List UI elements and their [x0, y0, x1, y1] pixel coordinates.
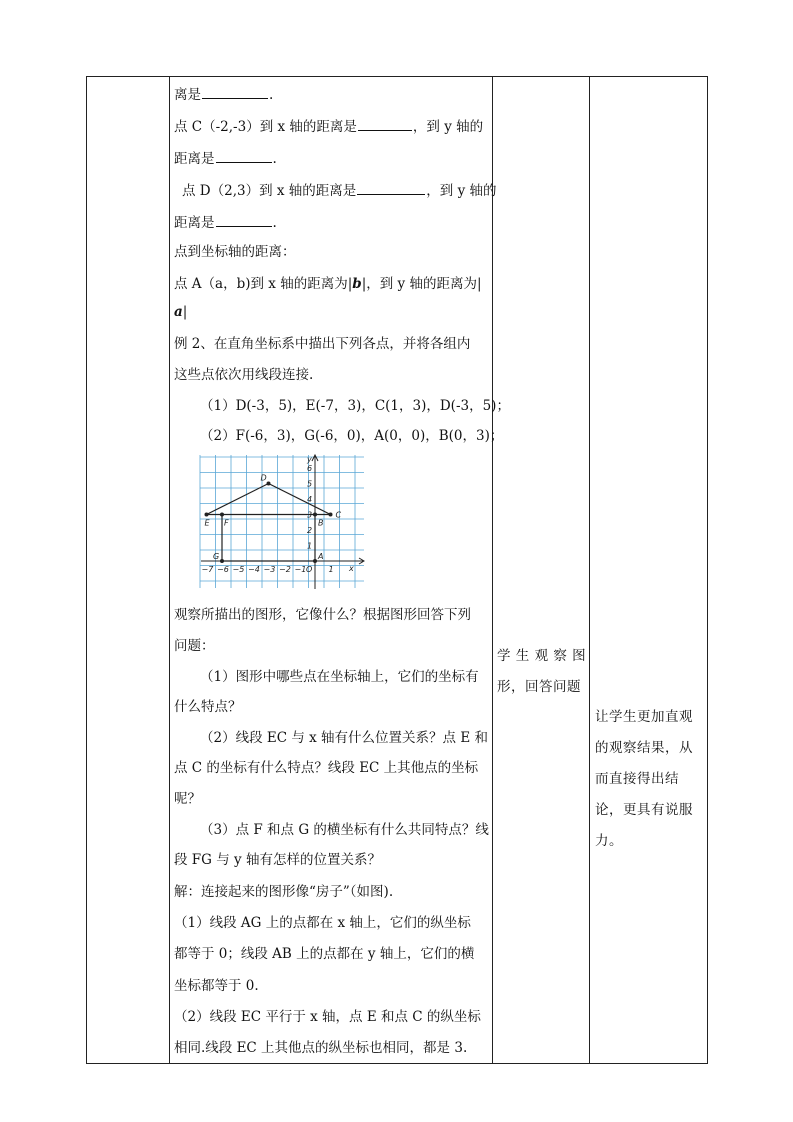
point-label: D	[260, 473, 267, 483]
text-line: （2）线段 EC 平行于 x 轴，点 E 和点 C 的纵坐标	[174, 1009, 481, 1025]
coordinate-graph	[199, 453, 365, 591]
point-label: A	[318, 552, 324, 561]
text-line: 相同.线段 EC 上其他点的纵坐标也相同，都是 3.	[174, 1040, 468, 1056]
x-tick-label: −5	[232, 565, 245, 574]
point-label: E	[204, 518, 210, 528]
text-line: （1）图形中哪些点在坐标轴上，它们的坐标有	[200, 669, 479, 685]
text-line: 点 D（2,3）到 x 轴的距离是 ，到 y 轴的	[182, 180, 497, 200]
design-intent-line: 让学生更加直观	[595, 709, 693, 725]
text-line: 问题：	[174, 638, 215, 654]
y-tick-label: 4	[307, 495, 313, 504]
fill-blank	[357, 180, 425, 195]
house-body-line	[222, 515, 315, 562]
text-line: （3）点 F 和点 G 的横坐标有什么共同特点？线	[200, 822, 489, 838]
text-line: 解：连接起来的图形像“房子”（如图).	[174, 884, 394, 900]
design-intent-line: 论，更具有说服	[595, 802, 693, 818]
text-line: （1）D(-3，5)，E(-7，3)，C(1，3)，D(-3，5)；	[200, 398, 510, 414]
x-tick-label: −2	[279, 565, 291, 574]
text-line: 都等于 0；线段 AB 上的点都在 y 轴上，它们的横	[174, 946, 475, 962]
design-intent-line: 而直接得出结	[595, 771, 679, 787]
column-divider	[589, 77, 590, 1063]
text-line: 例 2、在直角坐标系中描出下列各点，并将各组内	[174, 336, 471, 352]
text-line: 坐标都等于 0.	[174, 978, 259, 994]
x-tick-label: −6	[217, 565, 229, 574]
y-tick-label: 2	[307, 526, 313, 535]
x-tick-label: −3	[263, 565, 276, 574]
point-label: B	[318, 518, 324, 528]
y-tick-label: 3	[307, 510, 313, 520]
y-tick-label: 6	[307, 464, 313, 473]
design-intent-line: 力。	[595, 833, 623, 849]
x-axis-label: x	[349, 564, 354, 573]
design-intent	[595, 702, 693, 857]
text-line: 呢？	[174, 791, 201, 807]
student-activity-line: 学 生 观 察 图	[497, 648, 587, 664]
student-activity-line: 形，回答问题	[497, 679, 581, 695]
text-line: 距离是 .	[174, 212, 277, 232]
text-line: （2）F(-6，3)，G(-6，0)，A(0，0)，B(0，3)；	[200, 428, 504, 444]
text-line: 什么特点？	[174, 699, 242, 715]
point-a	[313, 559, 317, 563]
fill-blank	[216, 212, 272, 227]
text-line: （1）线段 AG 上的点都在 x 轴上，它们的纵坐标	[174, 915, 471, 931]
fill-blank	[358, 116, 412, 131]
point-d	[267, 482, 271, 486]
text-line: 这些点依次用线段连接.	[174, 367, 314, 383]
text-line: 段 FG 与 y 轴有怎样的位置关系？	[174, 852, 381, 868]
point-c	[329, 513, 333, 517]
y-axis-label: y	[307, 455, 312, 464]
point-g	[220, 559, 224, 563]
column-divider	[492, 77, 493, 1063]
y-tick-label: 5	[307, 479, 313, 489]
x-tick-label: −4	[248, 565, 260, 574]
x-tick-label: −7	[201, 565, 214, 574]
point-e	[205, 513, 209, 517]
point-label: C	[335, 510, 342, 520]
design-intent-line: 的观察结果，从	[595, 740, 693, 756]
text-line: 观察所描出的图形，它像什么？根据图形回答下列	[174, 607, 471, 623]
text-line: 点 C（-2,-3）到 x 轴的距离是 ，到 y 轴的	[174, 116, 483, 136]
text-line: 点 C 的坐标有什么特点？线段 EC 上其他点的坐标	[174, 760, 479, 776]
point-label: F	[224, 518, 229, 528]
text-line: 点 A（a，b)到 x 轴的距离为|b|，到 y 轴的距离为|	[174, 276, 482, 292]
text-line: 点到坐标轴的距离：	[174, 244, 296, 260]
point-b	[313, 513, 317, 517]
text-line: （2）线段 EC 与 x 轴有什么位置关系？点 E 和	[200, 730, 488, 746]
origin-label: O	[306, 565, 313, 574]
fill-blank	[202, 84, 268, 99]
x-tick-label: −1	[294, 565, 307, 574]
student-activity	[497, 641, 586, 703]
point-label: G	[213, 552, 220, 561]
text-line: 离是 .	[174, 84, 273, 104]
fill-blank	[216, 148, 272, 163]
y-tick-label: 1	[307, 541, 313, 551]
text-line: 距离是 .	[174, 148, 277, 168]
text-line: a|	[174, 304, 188, 320]
column-divider	[169, 77, 170, 1063]
x-tick-label: 1	[328, 565, 334, 574]
point-f	[220, 513, 224, 517]
